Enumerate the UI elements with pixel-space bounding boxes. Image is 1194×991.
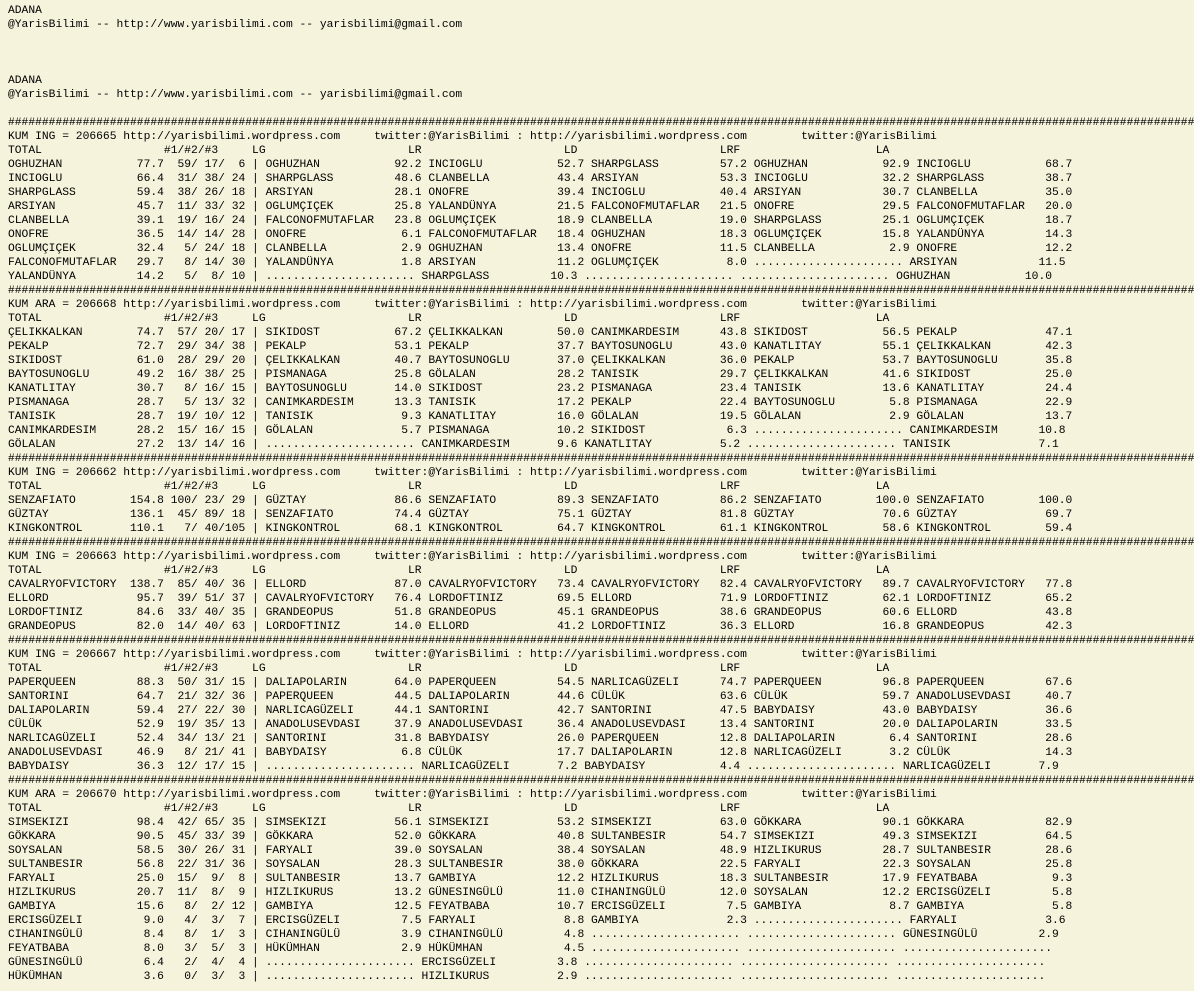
- text-line: LORDOFTINIZ 84.6 33/ 40/ 35 | GRANDEOPUS 51.8 GRANDEOPUS 45.1 GRANDEOPUS 38.6 GRANDEOPUS 60.6 ELLORD 43.8: [8, 607, 1073, 619]
- separator-line: ###############################################################################################################################################################################: [8, 117, 1194, 129]
- separator-line: ###############################################################################################################################################################################: [8, 775, 1194, 787]
- text-line: OGLUMÇIÇEK 32.4 5/ 24/ 18 | CLANBELLA 2.9 OGHUZHAN 13.4 ONOFRE 11.5 CLANBELLA 2.9 ONOFRE 12.2: [8, 243, 1073, 255]
- text-line: ELLORD 95.7 39/ 51/ 37 | CAVALRYOFVICTORY 76.4 LORDOFTINIZ 69.5 ELLORD 71.9 LORDOFTINIZ 62.1 LORDOFTINIZ 65.2: [8, 593, 1073, 605]
- text-line: KUM ING = 206667 http://yarisbilimi.wordpress.com twitter:@YarisBilimi : http://yarisbilimi.wordpress.com twitter:@YarisBilimi: [8, 649, 937, 661]
- text-line: SANTORINI 64.7 21/ 32/ 36 | PAPERQUEEN 44.5 DALIAPOLARIN 44.6 CÜLÜK 63.6 CÜLÜK 59.7 ANADOLUSEVDASI 40.7: [8, 691, 1073, 703]
- text-line: KINGKONTROL 110.1 7/ 40/105 | KINGKONTROL 68.1 KINGKONTROL 64.7 KINGKONTROL 61.1 KINGKONTROL 58.6 KINGKONTROL 59.4: [8, 523, 1073, 535]
- text-line: GÖKKARA 90.5 45/ 33/ 39 | GÖKKARA 52.0 GÖKKARA 40.8 SULTANBESIR 54.7 SIMSEKIZI 49.3 SIMSEKIZI 64.5: [8, 831, 1073, 843]
- text-line: KANATLITAY 30.7 8/ 16/ 15 | BAYTOSUNOGLU 14.0 SIKIDOST 23.2 PISMANAGA 23.4 TANISIK 13.6 KANATLITAY 24.4: [8, 383, 1073, 395]
- text-line: TOTAL #1/#2/#3 LG LR LD LRF LA: [8, 313, 890, 325]
- separator-line: ###############################################################################################################################################################################: [8, 635, 1194, 647]
- text-line: CÜLÜK 52.9 19/ 35/ 13 | ANADOLUSEVDASI 37.9 ANADOLUSEVDASI 36.4 ANADOLUSEVDASI 13.4 SANTORINI 20.0 DALIAPOLARIN 33.5: [8, 719, 1073, 731]
- text-line: CANIMKARDESIM 28.2 15/ 16/ 15 | GÖLALAN 5.7 PISMANAGA 10.2 SIKIDOST 6.3 ...................... CANIMKARDESIM 10.8: [8, 425, 1066, 437]
- text-line: PEKALP 72.7 29/ 34/ 38 | PEKALP 53.1 PEKALP 37.7 BAYTOSUNOGLU 43.0 KANATLITAY 55.1 ÇELIKKALKAN 42.3: [8, 341, 1073, 353]
- text-line: SIKIDOST 61.0 28/ 29/ 20 | ÇELIKKALKAN 40.7 BAYTOSUNOGLU 37.0 ÇELIKKALKAN 36.0 PEKALP 53.7 BAYTOSUNOGLU 35.8: [8, 355, 1073, 367]
- text-line: @YarisBilimi -- http://www.yarisbilimi.com -- yarisbilimi@gmail.com: [8, 89, 463, 101]
- text-line: ÇELIKKALKAN 74.7 57/ 20/ 17 | SIKIDOST 67.2 ÇELIKKALKAN 50.0 CANIMKARDESIM 43.8 SIKIDOST 56.5 PEKALP 47.1: [8, 327, 1073, 339]
- text-line: ADANA: [8, 75, 42, 87]
- text-line: TANISIK 28.7 19/ 10/ 12 | TANISIK 9.3 KANATLITAY 16.0 GÖLALAN 19.5 GÖLALAN 2.9 GÖLALAN 13.7: [8, 411, 1073, 423]
- text-line: [8, 46, 1073, 60]
- text-line: SIMSEKIZI 98.4 42/ 65/ 35 | SIMSEKIZI 56.1 SIMSEKIZI 53.2 SIMSEKIZI 63.0 GÖKKARA 90.1 GÖKKARA 82.9: [8, 817, 1073, 829]
- text-line: SULTANBESIR 56.8 22/ 31/ 36 | SOYSALAN 28.3 SULTANBESIR 38.0 GÖKKARA 22.5 FARYALI 22.3 SOYSALAN 25.8: [8, 859, 1073, 871]
- text-line: GÜNESINGÜLÜ 6.4 2/ 4/ 4 | ...................... ERCISGÜZELI 3.8 ...................... ...................... ......................: [8, 957, 1046, 969]
- text-line: TOTAL #1/#2/#3 LG LR LD LRF LA: [8, 803, 890, 815]
- text-line: PISMANAGA 28.7 5/ 13/ 32 | CANIMKARDESIM 13.3 TANISIK 17.2 PEKALP 22.4 BAYTOSUNOGLU 5.8 PISMANAGA 22.9: [8, 397, 1073, 409]
- separator-line: ###############################################################################################################################################################################: [8, 285, 1194, 297]
- text-line: GRANDEOPUS 82.0 14/ 40/ 63 | LORDOFTINIZ 14.0 ELLORD 41.2 LORDOFTINIZ 36.3 ELLORD 16.8 GRANDEOPUS 42.3: [8, 621, 1073, 633]
- text-line: TOTAL #1/#2/#3 LG LR LD LRF LA: [8, 663, 890, 675]
- text-line: NARLICAGÜZELI 52.4 34/ 13/ 21 | SANTORINI 31.8 BABYDAISY 26.0 PAPERQUEEN 12.8 DALIAPOLARIN 6.4 SANTORINI 28.6: [8, 733, 1073, 745]
- text-line: ANADOLUSEVDASI 46.9 8/ 21/ 41 | BABYDAISY 6.8 CÜLÜK 17.7 DALIAPOLARIN 12.8 NARLICAGÜZELI 3.2 CÜLÜK 14.3: [8, 747, 1073, 759]
- text-line: [8, 60, 1073, 74]
- text-line: ONOFRE 36.5 14/ 14/ 28 | ONOFRE 6.1 FALCONOFMUTAFLAR 18.4 OGHUZHAN 18.3 OGLUMÇIÇEK 15.8 YALANDÜNYA 14.3: [8, 229, 1073, 241]
- text-line: SENZAFIATO 154.8 100/ 23/ 29 | GÜZTAY 86.6 SENZAFIATO 89.3 SENZAFIATO 86.2 SENZAFIATO 100.0 SENZAFIATO 100.0: [8, 495, 1073, 507]
- text-line: BABYDAISY 36.3 12/ 17/ 15 | ...................... NARLICAGÜZELI 7.2 BABYDAISY 4.4 ...................... NARLICAGÜZELI 7.9: [8, 761, 1059, 773]
- text-line: ERCISGÜZELI 9.0 4/ 3/ 7 | ERCISGÜZELI 7.5 FARYALI 8.8 GAMBIYA 2.3 ...................... FARYALI 3.6: [8, 915, 1066, 927]
- text-line: SOYSALAN 58.5 30/ 26/ 31 | FARYALI 39.0 SOYSALAN 38.4 SOYSALAN 48.9 HIZLIKURUS 28.7 SULTANBESIR 28.6: [8, 845, 1073, 857]
- text-line: SHARPGLASS 59.4 38/ 26/ 18 | ARSIYAN 28.1 ONOFRE 39.4 INCIOGLU 40.4 ARSIYAN 30.7 CLANBELLA 35.0: [8, 187, 1073, 199]
- text-line: INCIOGLU 66.4 31/ 38/ 24 | SHARPGLASS 48.6 CLANBELLA 43.4 ARSIYAN 53.3 INCIOGLU 32.2 SHARPGLASS 38.7: [8, 173, 1073, 185]
- text-line: PAPERQUEEN 88.3 50/ 31/ 15 | DALIAPOLARIN 64.0 PAPERQUEEN 54.5 NARLICAGÜZELI 74.7 PAPERQUEEN 96.8 PAPERQUEEN 67.6: [8, 677, 1073, 689]
- text-line: OGHUZHAN 77.7 59/ 17/ 6 | OGHUZHAN 92.2 INCIOGLU 52.7 SHARPGLASS 57.2 OGHUZHAN 92.9 INCIOGLU 68.7: [8, 159, 1073, 171]
- text-line: KUM ING = 206665 http://yarisbilimi.wordpress.com twitter:@YarisBilimi : http://yarisbilimi.wordpress.com twitter:@YarisBilimi: [8, 131, 937, 143]
- text-line: YALANDÜNYA 14.2 5/ 8/ 10 | ...................... SHARPGLASS 10.3 ...................... ...................... OGHUZHAN 10.0: [8, 271, 1053, 283]
- text-line: TOTAL #1/#2/#3 LG LR LD LRF LA: [8, 565, 890, 577]
- text-line: FARYALI 25.0 15/ 9/ 8 | SULTANBESIR 13.7 GAMBIYA 12.2 HIZLIKURUS 18.3 SULTANBESIR 17.9 FEYATBABA 9.3: [8, 873, 1073, 885]
- text-line: @YarisBilimi -- http://www.yarisbilimi.com -- yarisbilimi@gmail.com: [8, 19, 463, 31]
- text-line: FALCONOFMUTAFLAR 29.7 8/ 14/ 30 | YALANDÜNYA 1.8 ARSIYAN 11.2 OGLUMÇIÇEK 8.0 ...................... ARSIYAN 11.5: [8, 257, 1066, 269]
- text-line: ADANA: [8, 5, 42, 17]
- text-line: CIHANINGÜLÜ 8.4 8/ 1/ 3 | CIHANINGÜLÜ 3.9 CIHANINGÜLÜ 4.8 ...................... ...................... GÜNESINGÜLÜ 2.9: [8, 929, 1059, 941]
- text-line: TOTAL #1/#2/#3 LG LR LD LRF LA: [8, 481, 890, 493]
- text-line: DALIAPOLARIN 59.4 27/ 22/ 30 | NARLICAGÜZELI 44.1 SANTORINI 42.7 SANTORINI 47.5 BABYDAISY 43.0 BABYDAISY 36.6: [8, 705, 1073, 717]
- text-line: [8, 102, 1073, 116]
- text-line: KUM ING = 206662 http://yarisbilimi.wordpress.com twitter:@YarisBilimi : http://yarisbilimi.wordpress.com twitter:@YarisBilimi: [8, 467, 937, 479]
- text-line: KUM ARA = 206670 http://yarisbilimi.wordpress.com twitter:@YarisBilimi : http://yarisbilimi.wordpress.com twitter:@YarisBilimi: [8, 789, 937, 801]
- text-line: FEYATBABA 8.0 3/ 5/ 3 | HÜKÜMHAN 2.9 HÜKÜMHAN 4.5 ...................... ...................... ......................: [8, 943, 1053, 955]
- text-line: CLANBELLA 39.1 19/ 16/ 24 | FALCONOFMUTAFLAR 23.8 OGLUMÇIÇEK 18.9 CLANBELLA 19.0 SHARPGLASS 25.1 OGLUMÇIÇEK 18.7: [8, 215, 1073, 227]
- text-line: [8, 32, 1073, 46]
- text-line: KUM ARA = 206668 http://yarisbilimi.wordpress.com twitter:@YarisBilimi : http://yarisbilimi.wordpress.com twitter:@YarisBilimi: [8, 299, 937, 311]
- text-line: GAMBIYA 15.6 8/ 2/ 12 | GAMBIYA 12.5 FEYATBABA 10.7 ERCISGÜZELI 7.5 GAMBIYA 8.7 GAMBIYA 5.8: [8, 901, 1073, 913]
- text-line: TOTAL #1/#2/#3 LG LR LD LRF LA: [8, 145, 890, 157]
- separator-line: ###############################################################################################################################################################################: [8, 453, 1194, 465]
- separator-line: ###############################################################################################################################################################################: [8, 537, 1194, 549]
- text-line: HIZLIKURUS 20.7 11/ 8/ 9 | HIZLIKURUS 13.2 GÜNESINGÜLÜ 11.0 CIHANINGÜLÜ 12.0 SOYSALAN 12.2 ERCISGÜZELI 5.8: [8, 887, 1073, 899]
- text-line: CAVALRYOFVICTORY 138.7 85/ 40/ 36 | ELLORD 87.0 CAVALRYOFVICTORY 73.4 CAVALRYOFVICTORY 82.4 CAVALRYOFVICTORY 89.7 CAVALRYOFVICTORY 77.8: [8, 579, 1073, 591]
- text-line: BAYTOSUNOGLU 49.2 16/ 38/ 25 | PISMANAGA 25.8 GÖLALAN 28.2 TANISIK 29.7 ÇELIKKALKAN 41.6 SIKIDOST 25.0: [8, 369, 1073, 381]
- text-line: GÖLALAN 27.2 13/ 14/ 16 | ...................... CANIMKARDESIM 9.6 KANATLITAY 5.2 ...................... TANISIK 7.1: [8, 439, 1059, 451]
- text-line: GÜZTAY 136.1 45/ 89/ 18 | SENZAFIATO 74.4 GÜZTAY 75.1 GÜZTAY 81.8 GÜZTAY 70.6 GÜZTAY 69.7: [8, 509, 1073, 521]
- text-line: HÜKÜMHAN 3.6 0/ 3/ 3 | ...................... HIZLIKURUS 2.9 ...................... ...................... ......................: [8, 971, 1046, 983]
- text-line: ARSIYAN 45.7 11/ 33/ 32 | OGLUMÇIÇEK 25.8 YALANDÜNYA 21.5 FALCONOFMUTAFLAR 21.5 ONOFRE 29.5 FALCONOFMUTAFLAR 20.0: [8, 201, 1073, 213]
- text-line: KUM ING = 206663 http://yarisbilimi.wordpress.com twitter:@YarisBilimi : http://yarisbilimi.wordpress.com twitter:@YarisBilimi: [8, 551, 937, 563]
